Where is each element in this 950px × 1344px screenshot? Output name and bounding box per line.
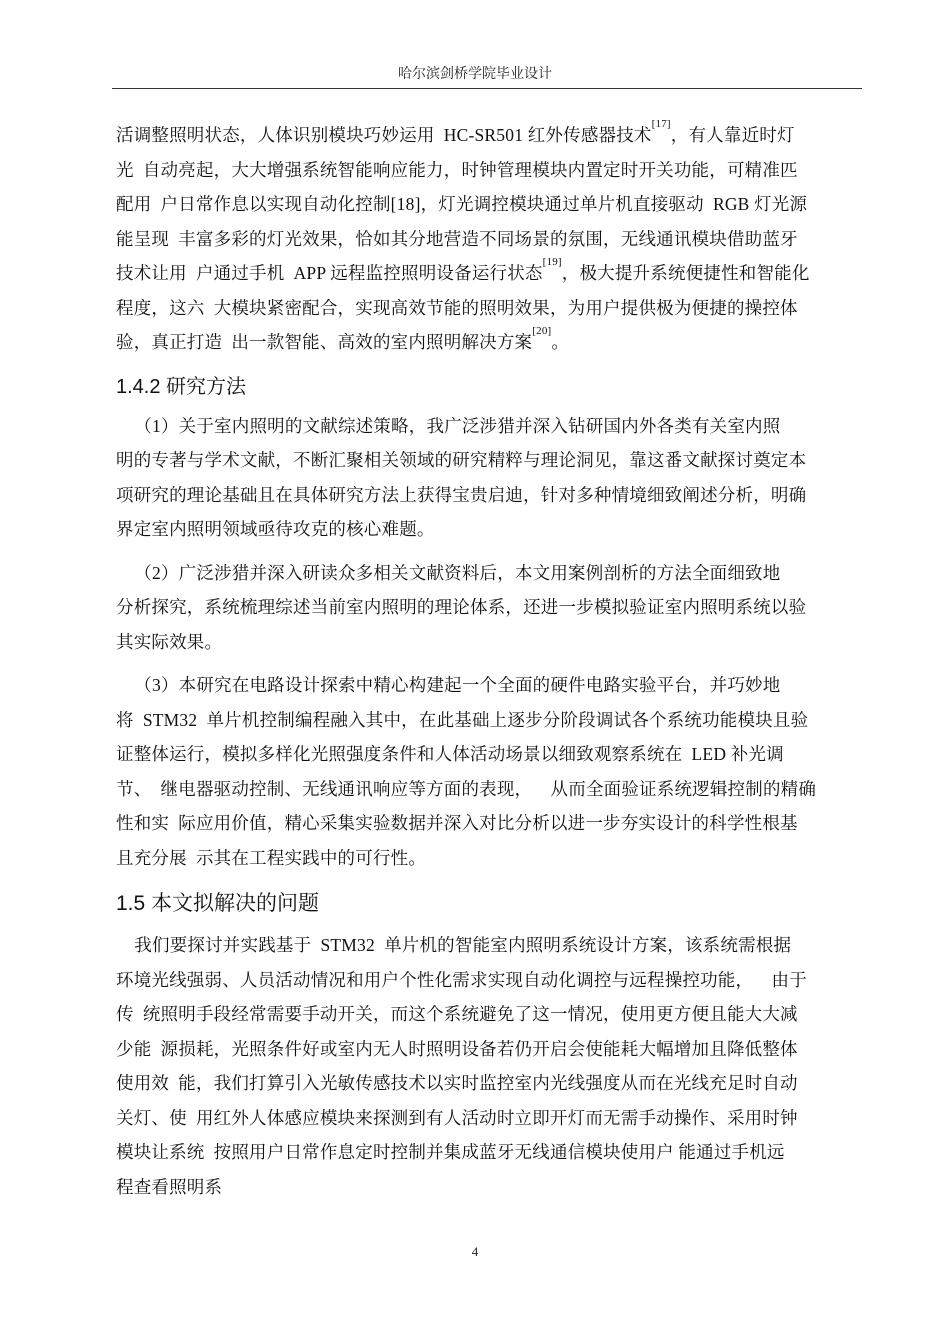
- text-line: 我们要探讨并实践基于 STM32 单片机的智能室内照明系统设计方案，该系统需根据: [116, 935, 792, 955]
- citation-17: [17]: [651, 118, 671, 131]
- text-line: （1）关于室内照明的文献综述策略，我广泛涉猎并深入钻研国内外各类有关室内照: [116, 415, 781, 436]
- text-line: 将 STM32 单片机控制编程融入其中，在此基础上逐步分阶段调试各个系统功能模块且验: [116, 709, 809, 730]
- section-heading-1-5: 1.5 本文拟解决的问题: [116, 892, 320, 915]
- text-line: 传 统照明手段经常需要手动开关，而这个系统避免了这一情况，使用更方便且能大大减: [116, 1004, 798, 1024]
- text-line: 配用 户日常作息以实现自动化控制[18]，灯光调控模块通过单片机直接驱动 RGB 灯光源: [116, 194, 808, 214]
- text-line: 光 自动亮起，大大增强系统智能响应能力，时钟管理模块内置定时开关功能，可精准匹: [116, 159, 798, 180]
- text-line: [116, 256, 860, 291]
- citation-20: [20]: [532, 325, 552, 338]
- method-paragraph-3: [116, 668, 860, 875]
- text-line: 程度，这六 大模块紧密配合，实现高效节能的照明效果，为用户提供极为便捷的操控体: [116, 297, 798, 318]
- text-line: 模块让系统 按照用户日常作息定时控制并集成蓝牙无线通信模块使用户 能通过手机远: [116, 1142, 785, 1162]
- citation-19: [19]: [542, 256, 562, 269]
- text-line: 证整体运行，模拟多样化光照强度条件和人体活动场景以细致观察系统在 LED 补光调: [116, 744, 784, 764]
- text-span: 验，真正打造 出一款智能、高效的室内照明解决方案: [116, 332, 533, 352]
- text-line: 分析探究，系统梳理综述当前室内照明的理论体系，还进一步模拟验证室内照明系统以验: [116, 597, 807, 617]
- text-line: 节、 继电器驱动控制、无线通讯响应等方面的表现， 从而全面验证系统逻辑控制的精确: [116, 778, 817, 799]
- text-line: 能呈现 丰富多彩的灯光效果，恰如其分地营造不同场景的氛围，无线通讯模块借助蓝牙: [116, 228, 798, 249]
- text-line: （2）广泛涉猎并深入研读众多相关文献资料后，本文用案例剖析的方法全面细致地: [116, 562, 781, 583]
- text-line: 且充分展 示其在工程实践中的可行性。: [116, 847, 427, 868]
- page-number: 4: [471, 1244, 479, 1259]
- section-heading-1-4-2: 1.4.2 研究方法: [116, 375, 247, 398]
- text-line: 其实际效果。: [116, 631, 223, 652]
- method-paragraph-2: [116, 556, 860, 660]
- text-line: （3）本研究在电路设计探索中精心构建起一个全面的硬件电路实验平台，并巧妙地: [116, 675, 781, 695]
- text-line: 使用效 能，我们打算引入光敏传感技术以实时监控室内光线强度从而在光线充足时自动: [116, 1073, 798, 1093]
- text-span: 活调整照明状态，人体识别模块巧妙运用 HC-SR501 红外传感器技术: [116, 125, 652, 145]
- text-line: 明的专著与学术文献，不断汇聚相关领域的研究精粹与理论洞见，靠这番文献探讨奠定本: [116, 450, 807, 470]
- text-line: 性和实 际应用价值，精心采集实验数据并深入对比分析以进一步夯实设计的科学性根基: [116, 813, 798, 833]
- document-body: [116, 118, 860, 1213]
- text-span: 技术让用 户通过手机 APP 远程监控照明设备运行状态: [116, 263, 543, 283]
- text-line: 界定室内照明领域亟待攻克的核心难题。: [116, 519, 435, 539]
- text-line: 项研究的理论基础且在具体研究方法上获得宝贵启迪，针对多种情境细致阐述分析，明确: [116, 484, 807, 505]
- problem-paragraph: [116, 928, 860, 1204]
- text-line: 关灯、使 用红外人体感应模块来探测到有人活动时立即开灯而无需手动操作、采用时钟: [116, 1107, 798, 1128]
- text-line: [116, 118, 860, 153]
- text-span: 。: [551, 332, 570, 352]
- text-line: 少能 源损耗，光照条件好或室内无人时照明设备若仍开启会使能耗大幅增加且降低整体: [116, 1038, 798, 1059]
- page-header-title: 哈尔滨剑桥学院毕业设计: [398, 67, 552, 82]
- text-line: 程查看照明系: [116, 1176, 223, 1197]
- text-line: 环境光线强弱、人员活动情况和用户个性化需求实现自动化调控与远程操控功能， 由于: [116, 969, 807, 990]
- method-paragraph-1: [116, 409, 860, 547]
- intro-paragraph: [116, 118, 860, 360]
- header-divider: [112, 88, 862, 89]
- text-span: ，有人靠近时灯: [670, 125, 795, 145]
- text-line: [116, 325, 860, 360]
- text-span: ，极大提升系统便捷性和智能化: [561, 263, 810, 283]
